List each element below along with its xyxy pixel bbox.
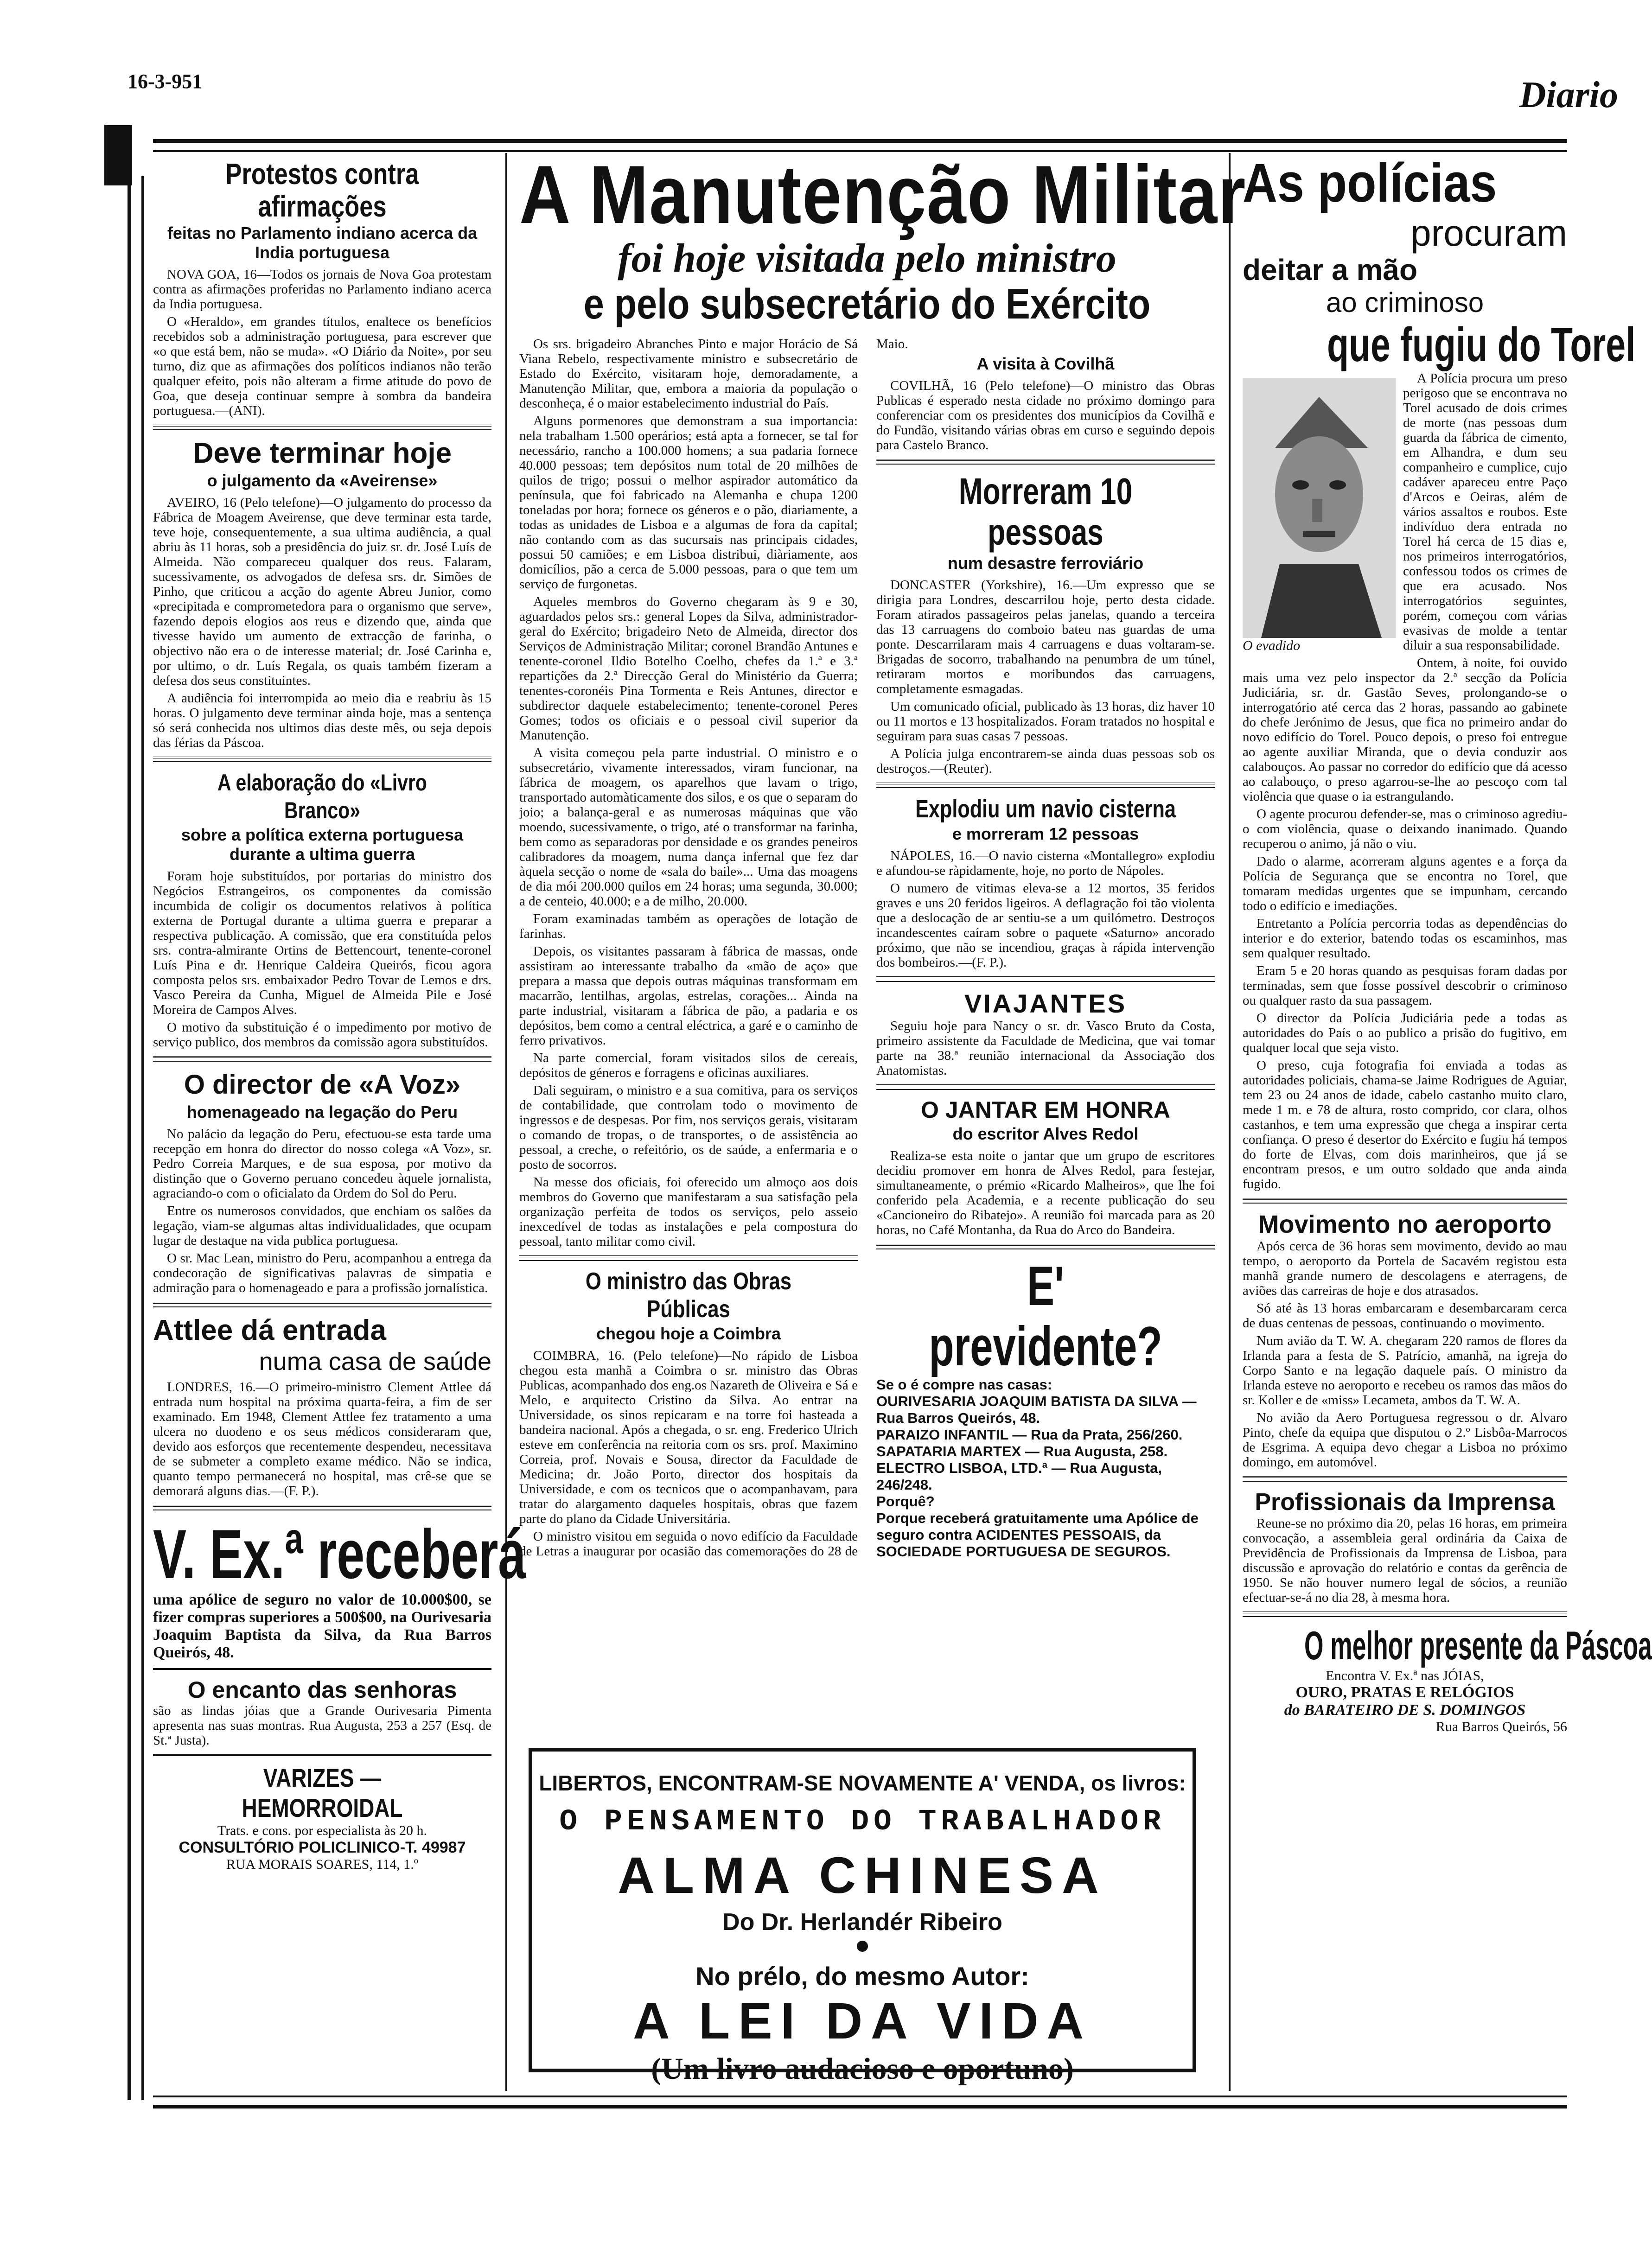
article-text: Ontem, à noite, foi ouvido mais uma vez pelo inspector da 2.ª secção da Polícia Judiciária, sr. dr. Gastão Seves, prolongando-se o interrogatório até cerca das 2 horas, passando ao gabinete do chefe Jerónimo de Jesus, que fica no primeiro andar do novo edifício do Torel. Pouco depois, o preso foi entregue ao agente auxiliar Miranda, que o devia conduzir aos calabouços. Ao passar no corredor do edifício que dá acesso ao calabouço, o preso agarrou-se-lhe ao pescoço com tal violência que quase o ia estrangulando. xyxy=(1243,656,1567,804)
book-advertisement xyxy=(529,1748,1196,2086)
headline: A elaboração do «Livro Branco» xyxy=(217,770,427,823)
divider xyxy=(153,1302,491,1307)
article-text: O sr. Mac Lean, ministro do Peru, acompanhou a entrega da condecoração de significativas palavras de simpatia e admiração para o homenageado e para a profissão jornalística. xyxy=(153,1251,491,1295)
article-text: Entretanto a Polícia percorria todas as dependências do interior e do exterior, batendo todas os escaminhos, mas sem qualquer resultado. xyxy=(1243,916,1567,961)
ad-headline: E' previdente? xyxy=(929,1255,1162,1377)
headline: Attlee dá entrada xyxy=(153,1314,387,1346)
article-text: No palácio da legação do Peru, efectuou-se esta tarde uma recepção em honra do director do nosso colega «A Voz», sr. Pedro Correia Marques, e de sua esposa, por motivo da distinção que o Governo peruano concedeu àquele jornalista, agraciando-o com o oficialato da Ordem do Sol do Peru. xyxy=(153,1127,491,1201)
ad-book-title: ALMA CHINESA xyxy=(618,1847,1107,1904)
subheadline: numa casa de saúde xyxy=(259,1348,491,1376)
divider xyxy=(153,1754,491,1756)
article-text: No avião da Aero Portuguesa regressou o dr. Alvaro Pinto, chefe da equipa que disputou o 2.º Lisbôa-Marrocos de Esgrima. A equipa devo chegar a Lisboa no próximo domingo, em automóvel. xyxy=(1243,1410,1567,1470)
article-text: Na parte comercial, foram visitados silos de cereais, depósitos de géneros e forragens e oficinas auxiliares. xyxy=(519,1051,858,1080)
article-text: DONCASTER (Yorkshire), 16.—Um expresso que se dirigia para Londres, descarrilou hoje, perto desta cidade. Foram atirados passageiros pelas janelas, quando a terceira das 13 carruagens do comboio bateu nas guardas de uma ponte. Descarrilaram mais 4 carruagens e duas voltaram-se. Brigadas de socorro, trabalhando na penumbra de um túnel, retiraram mortos e moribundos das carruagens, completamente esmagadas. xyxy=(876,578,1215,696)
divider xyxy=(1243,1476,1567,1482)
main-subheadline: e pelo subsecretário do Exército xyxy=(583,280,1151,328)
main-headline: A Manutenção Militar xyxy=(519,148,1247,241)
article-text: Entre os numerosos convidados, que enchiam os salões da legação, viam-se algumas altas individualidades, que ocupam lugar de destaque na vida publica portuguesa. xyxy=(153,1204,491,1248)
suspect-photo xyxy=(1243,378,1396,638)
article-text: Seguiu hoje para Nancy o sr. dr. Vasco Bruto da Costa, primeiro assistente da Faculdade de Medicina, que vai tomar parte na 38.ª reunião internacional da Associação dos Anatomistas. xyxy=(876,1019,1215,1078)
divider xyxy=(153,425,491,430)
divider xyxy=(153,1056,491,1062)
subheadline: e morreram 12 pessoas xyxy=(952,824,1139,843)
headline: As polícias xyxy=(1243,153,1497,214)
headline: Protestos contra afirmações xyxy=(225,157,419,223)
headline: O JANTAR EM HONRA xyxy=(921,1097,1170,1123)
article-text: O motivo da substituição é o impedimento por motivo de serviço publico, dos membros da comissão agora substituídos. xyxy=(153,1020,491,1050)
ad-headline: O encanto das senhoras xyxy=(187,1677,457,1703)
article-text: NOVA GOA, 16—Todos os jornais de Nova Goa protestam contra as afirmações proferidas no Parlamento indiano acerca da India portuguesa. xyxy=(153,267,491,312)
ad-text: Porque receberá gratuitamente uma Apólice de seguro contra ACIDENTES PESSOAIS, da SOCIEDADE PORTUGUESA DE SEGUROS. xyxy=(876,1510,1199,1560)
right-column xyxy=(1243,153,1652,2089)
article-text: Foram examinadas também as operações de lotação de farinhas. xyxy=(519,911,858,941)
article-text: AVEIRO, 16 (Pelo telefone)—O julgamento do processo da Fábrica de Moagem Aveirense, que deve terminar esta tarde, teve hoje, consequentemente, a sua ultima audiência, a qual abriu às 11 horas, sob a presidência do juiz sr. dr. José Luís de Almeida. Não compareceu qualquer dos reus. Falaram, sucessivamente, os advogados de defesa srs. dr. Simões de Pinho, que criticou a acção do agente Abreu Junior, como «precipitada e comprometedora para o organismo que serve», fazendo depois elogios aos reus e dizendo que, ainda que tivesse havido um aumento de extracção de farinha, o objectivo não era o de interesse material; dr. José Carinha e, por ultimo, o dr. Luís Regala, os quais também fizeram a defesa dos seus constituintes. xyxy=(153,495,491,688)
headline: O director de «A Voz» xyxy=(184,1070,461,1100)
ad-text: OURIVESARIA JOAQUIM BATISTA DA SILVA — Rua Barros Queirós, 48. xyxy=(876,1393,1197,1426)
headline-part: ao criminoso xyxy=(1326,287,1484,318)
center-column xyxy=(519,148,1247,1729)
ad-text: LIBERTOS, ENCONTRAM-SE NOVAMENTE A' VENDA, os livros: xyxy=(539,1771,1186,1795)
headline: Profissionais da Imprensa xyxy=(1255,1489,1555,1516)
headline: Morreram 10 pessoas xyxy=(958,471,1133,553)
ad-text: ELECTRO LISBOA, LTD.ª — Rua Augusta, 246/248. xyxy=(876,1460,1162,1493)
ad-text: RUA MORAIS SOARES, 114, 1.º xyxy=(226,1857,419,1872)
headline: Explodiu um navio cisterna xyxy=(915,795,1176,823)
ad-text: Trats. e cons. por especialista às 20 h. xyxy=(217,1823,427,1838)
ad-text: do BARATEIRO DE S. DOMINGOS xyxy=(1284,1701,1526,1719)
divider xyxy=(876,1084,1215,1090)
article-text: Um comunicado oficial, publicado às 13 horas, diz haver 10 ou 11 mortos e 13 hospitalizados. Foram tratados no hospital e seguiram para suas casas 7 pessoas. xyxy=(876,699,1215,744)
divider xyxy=(876,783,1215,788)
main-subheadline: foi hoje visitada pelo ministro xyxy=(618,236,1116,281)
article-text: Após cerca de 36 horas sem movimento, devido ao mau tempo, o aeroporto da Portela de Sacavém registou esta manhã grande numero de descolagens e aterragens, de aviões das carreiras de hoje e dos atrasados. xyxy=(1243,1239,1567,1298)
ad-text: Porquê? xyxy=(876,1493,935,1510)
divider xyxy=(153,1668,491,1670)
ad-text: Se o é compre nas casas: xyxy=(876,1376,1052,1393)
article-text: COVILHÃ, 16 (Pelo telefone)—O ministro das Obras Publicas é esperado nesta cidade no próximo domingo para conferenciar com os presidentes dos municípios da Covilhã e do Fundão, visitando várias obras em curso e seguindo depois para Castelo Branco. xyxy=(876,378,1215,452)
article-text: Dali seguiram, o ministro e a sua comitiva, para os serviços de contabilidade, que controlam todo o movimento de ingressos e de despesas. Por fim, nos serviços gerais, visitaram o comando de tropas, o de transportes, o de assistência ao pessoal, a creche, o refeitório, os de saúde, a enfermaria e o posto de socorros. xyxy=(519,1083,858,1172)
left-column xyxy=(153,153,526,2089)
left-margin-rule xyxy=(128,176,144,2100)
article-text: Os srs. brigadeiro Abranches Pinto e major Horácio de Sá Viana Rebelo, respectivamente ministro e subsecretário de Estado do Exército, visitaram hoje, demoradamente, a Manutenção Militar, que, embora a maioria da população o desconheça, é o maior estabelecimento industrial do País. xyxy=(519,337,858,411)
article-text: Foram hoje substituídos, por portarias do ministro dos Negócios Estrangeiros, os componentes da comissão incumbida de coligir os documentos relativos à política externa de Portugal durante a ultima guerra e preparar a respectiva publicação. A comissão, que era constituída pelos srs. contra-almirante Ortins de Bettencourt, tenente-coronel Luís Pina e dr. Henrique Caldeira Queirós, ficou agora composta pelos srs. embaixador Pedro Tovar de Lemos e drs. Vasco Pereira da Cunha, Miguel de Almeida Pile e José Moreira de Campos Alves. xyxy=(153,869,491,1017)
ad-text: Rua Barros Queirós, 56 xyxy=(1435,1719,1567,1734)
photo-caption: O evadido xyxy=(1243,638,1301,653)
article-text: Só até às 13 horas embarcaram e desembarcaram cerca de duas centenas de pessoas, continuando o movimento. xyxy=(1243,1301,1567,1331)
article-text: LONDRES, 16.—O primeiro-ministro Clement Attlee dá entrada num hospital na próxima quarta-feira, a fim de ser examinado. Em 1948, Clement Attlee fez tratamento a uma ulcera no duodeno e os seus médicos consideraram que, devido aos esforços que recentemente despendeu, necessitava de se submeter a completo exame médico. Não se indica, quanto tempo permanecerá no hospital, mas crê-se que se demorará alguns dias.—(F. P.). xyxy=(153,1380,491,1498)
subheadline: A visita à Covilhã xyxy=(976,354,1115,373)
article-text: Depois, os visitantes passaram à fábrica de massas, onde assistiram ao interessante trabalho da «mão de aço» que prepara a massa que depois outras máquinas transformam em macarrão, lentilhas, argolas, estrelas, corações... Ainda na parte industrial, visitaram a fábrica de pão, a padaria e os depósitos, bem como a central eléctrica, a garé e o caminho de ferro privativos. xyxy=(519,944,858,1048)
headline: VIAJANTES xyxy=(964,989,1127,1018)
article-text: A visita começou pela parte industrial. O ministro e o subsecretário, vivamente interessados, viram funcionar, na fábrica de moagem, os aparelhos que lavam o trigo, transportado automàticamente dos silos, e os que o separam do joio; a balança-geral e as numerosas máquinas que vão moendo, sucessivamente, o trigo, até o transformar na farinha, bem como as separadoras por densidade e os grandes peneiros calibradores da moagem, numa dança infernal que fez dar àquela secção o nome de «sala do baile»... Uma das moagens de dia mói 200.000 quilos em 24 horas; uma segunda, 30.000; a de centeio, 40.000; e a de milho, 20.000. xyxy=(519,745,858,909)
divider xyxy=(876,459,1215,465)
divider xyxy=(1243,1198,1567,1204)
photo-block xyxy=(1243,378,1396,654)
article-text: Reune-se no próximo dia 20, pelas 16 horas, em primeira convocação, a assembleia geral ordinária da Caixa de Previdência de Profissionais da Imprensa de Lisboa, para discussão e aprovação do relatório e contas da gerência de 1950. Se não houver numero legal de sócios, a reunião efectuar-se-á no dia 28, à mesma hora. xyxy=(1243,1516,1567,1605)
ad-text-block xyxy=(876,1376,1215,1560)
ad-text: são as lindas jóias que a Grande Ourivesaria Pimenta apresenta nas suas montras. Rua Augusta, 253 a 257 (Esq. de St.ª Justa). xyxy=(153,1703,491,1748)
column-separator xyxy=(1229,153,1231,2091)
article-text: O «Heraldo», em grandes títulos, enaltece os benefícios recebidos sob a administração portuguesa, para escrever que «o que está bem, não se muda». «O Diário da Noite», por seu turno, diz que as afirmações dos políticos indianos não terão qualquer efeito, pois não alteram a firme atitude do povo de Goa, que deseja continuar sempre à sombra da bandeira portuguesa.—(ANI). xyxy=(153,314,491,418)
divider xyxy=(519,1255,858,1261)
article-text: A Polícia julga encontrarem-se ainda duas pessoas sob os destroços.—(Reuter). xyxy=(876,746,1215,776)
ad-text: CONSULTÓRIO POLICLINICO-T. 49987 xyxy=(179,1839,466,1856)
ad-headline: V. Ex.ª receberá xyxy=(153,1515,526,1593)
ad-headline: O melhor presente da Páscoa xyxy=(1304,1624,1652,1668)
divider xyxy=(153,757,491,762)
article-text: Eram 5 e 20 horas quando as pesquisas foram dadas por terminadas, sem que fosse possível descobrir o criminoso ou qualquer rasto da sua passagem. xyxy=(1243,963,1567,1008)
newspaper-logo: Diario xyxy=(1519,75,1618,115)
headline-part: deitar a mão xyxy=(1243,253,1418,287)
article-text: NÁPOLES, 16.—O navio cisterna «Montallegro» explodiu e afundou-se ràpidamente, hoje, no porto de Nápoles. xyxy=(876,848,1215,878)
subheadline: do escritor Alves Redol xyxy=(952,1124,1139,1143)
article-text: O agente procurou defender-se, mas o criminoso agrediu-o com violência, quase o deixando inanimado. Quando recuperou o animo, já não o viu. xyxy=(1243,807,1567,851)
bottom-rule xyxy=(153,2096,1567,2108)
article-text: Realiza-se esta noite o jantar que um grupo de escritores decidiu promover em honra de Alves Redol, para festejar, simultaneamente, o prémio «Ricardo Malheiros», que lhe foi conferido pela Academia, e a recente publicação do seu «Cancioneiro do Ribatejo». A reunião foi marcada para as 20 horas, no Café Montanha, da Rua do Arco do Bandeira. xyxy=(876,1148,1215,1237)
headline-part: que fugiu do Torel xyxy=(1327,318,1636,372)
article-text: Dado o alarme, acorreram alguns agentes e a força da Polícia de Segurança que se encontra no Torel, que tomaram medidas urgentes que se impunham, cercando todo o edifício e imediações. xyxy=(1243,854,1567,913)
ad-text: uma apólice de seguro no valor de 10.000$00, se fizer compras superiores a 500$00, na Ourivesaria Joaquim Baptista da Silva, da Rua Barros Queirós, 48. xyxy=(153,1591,491,1661)
bullet-icon xyxy=(857,1941,868,1952)
article-text: O ministro visitou em seguida o novo edifício da Faculdade de Letras a inaugurar por ocasião das comemorações do 28 de Maio. xyxy=(519,337,908,1559)
ad-text: Encontra V. Ex.ª nas JÓIAS, xyxy=(1326,1668,1484,1683)
main-article xyxy=(519,337,1215,1560)
ad-text: PARAIZO INFANTIL — Rua da Prata, 256/260. xyxy=(876,1427,1183,1443)
subheadline: homenageado na legação do Peru xyxy=(186,1102,458,1121)
ad-text: No prélo, do mesmo Autor: xyxy=(695,1962,1029,1991)
article-text: COIMBRA, 16. (Pelo telefone)—No rápido de Lisboa chegou esta manhã a Coimbra o sr. ministro das Obras Publicas, acompanhado dos eng.os Nazareth de Oliveira e Sá e Melo, e arquitecto Cristino da Silva. Ao entrar na Universidade, os sinos repicaram e na torre foi hasteada a bandeira nacional. Após a chegada, o sr. eng. Frederico Ulrich esteve em conferência na reitoria com os srs. prof. Maximino Correia, prof. Novais e Sousa, director da Faculdade de Medicina; dr. João Porto, director dos hospitais da Universidade, e com os tecnicos que o acompanhavam, para tratar do alargamento daqueles hospitais, obras que fazem parte do plano da Cidade Universitária. xyxy=(519,1348,858,1526)
headline: Deve terminar hoje xyxy=(192,437,452,469)
ad-book-title: A LEI DA VIDA xyxy=(633,1993,1092,2050)
headline: O ministro das Obras Públicas xyxy=(585,1268,792,1323)
article-text: Aqueles membros do Governo chegaram às 9 e 30, aguardados pelos srs.: general Lopes da Silva, administrador-geral do Exército; brigadeiro Neto de Almeida, director dos Serviços de Administração Militar; coronel Brandão Antunes e tenente-coronel Ildio Botelho Coelho, chefes da 1.ª e 3.ª repartições da 2.ª Direcção Geral do Ministério da Guerra; tenentes-coronéis Pina Tormenta e Reis Antunes, director e subdirector daquele estabelecimento; tenente-coronel Peres Gomes; todos os oficiais e o pessoal civil superior da Manutenção. xyxy=(519,594,858,743)
ad-text: (Um livro audacioso e oportuno) xyxy=(651,2052,1074,2086)
subheadline: o julgamento da «Aveirense» xyxy=(207,471,438,490)
ad-headline: VARIZES — HEMORROIDAL xyxy=(242,1763,403,1822)
article-text: A Polícia procura um preso perigoso que se encontrava no Torel acusado de dois crimes de morte (nas pessoas dum guarda da fábrica de cimento, em Alhandra, e dum seu companheiro e cumplice, cujo cadáver apareceu entre Paço d'Arcos e Oeiras, além de vários assaltos e roubos. Este indivíduo dera entrada no Torel há cerca de 15 dias e, nos primeiros interrogatórios, confessou todos os crimes de que era acusado. Nos interrogatórios seguintes, porém, começou com várias evasivas de molde a tentar diluir a sua responsabilidade. xyxy=(1403,371,1567,653)
page-date: 16-3-951 xyxy=(128,70,203,93)
article-text: Na messe dos oficiais, foi oferecido um almoço aos dois membros do Governo que manifestaram a sua satisfação pela organização perfeita de todos os serviços, pelo asseio inexcedível de todas as instalações e pela compostura do pessoal, tanto militar como civil. xyxy=(519,1175,858,1249)
subheadline: num desastre ferroviário xyxy=(947,554,1144,573)
subheadline: feitas no Parlamento indiano acerca da India portuguesa xyxy=(167,223,478,262)
subheadline: sobre a política externa portuguesa durante a ultima guerra xyxy=(181,825,464,864)
headline-part: procuram xyxy=(1410,212,1567,254)
article-text: O preso, cuja fotografia foi enviada a todas as autoridades policiais, chama-se Jaime Rodrigues de Aguiar, tem 23 ou 24 anos de idade, cabelo castanho muito claro, mede 1 m. e 78 de altura, rosto comprido, cor clara, olhos castanhos, e tem uma expressão que chega a inspirar certa confiança. O preso é desertor do Exército e fugiu há tempos do forte de Elvas, com dois marinheiros, que já se encontram presos, e um outro soldado que anda ainda fugido. xyxy=(1243,1058,1567,1191)
subheadline: chegou hoje a Coimbra xyxy=(596,1324,781,1343)
article-text: Num avião da T. W. A. chegaram 220 ramos de flores da Irlanda para a festa de S. Patrício, amanhã, na igreja do Corpo Santo e na legação daquele país. O ministro da Irlanda esteve no aeroporto e recebeu os ramos das mãos do sr. Koller e de «miss» Lecameta, ambos da T. W. A. xyxy=(1243,1333,1567,1408)
ad-text: SAPATARIA MARTEX — Rua Augusta, 258. xyxy=(876,1443,1168,1459)
article-text: Alguns pormenores que demonstram a sua importancia: nela trabalham 1.500 operários; está apta a fornecer, se tal for necessário, rancho a 100.000 homens; a sua padaria fornece 40.000 pessoas; tem depósitos num total de 20 milhões de quilos de trigo; possui o melhor aspirador automático da península, que foi fabricado na Alemanha e chupa 1200 toneladas por hora; fornece os géneros e o pão, diariamente, a todas as unidades de Lisboa e a algumas de fora da capital; não contando com as das sucursais nas principais cidades, possui 50 camiões; e em Lisboa distribui, diàriamente, aos domicílios, pão a cerca de 5.000 pessoas, para o que tem um serviço de furgonetas. xyxy=(519,414,858,592)
article-text: O numero de vitimas eleva-se a 12 mortos, 35 feridos graves e uns 20 feridos ligeiros. A deflagração foi tão violenta que a deslocação de ar sentiu-se a um quilómetro. Destroços incandescentes caíram sobre o paquete «Saturno» ancorado próximo, que não se incendiou, graças à rápida intervenção dos bombeiros.—(F. P.). xyxy=(876,881,1215,970)
article-text: O director da Polícia Judiciária pede a todas as autoridades do País o ao publico a prisão do fugitivo, em qualquer local que seja visto. xyxy=(1243,1011,1567,1055)
divider xyxy=(153,1505,491,1510)
divider xyxy=(876,976,1215,982)
ad-book-title: O PENSAMENTO DO TRABALHADOR xyxy=(559,1805,1166,1839)
ad-text: OURO, PRATAS E RELÓGIOS xyxy=(1295,1684,1514,1701)
ad-author: Do Dr. Herlandér Ribeiro xyxy=(722,1909,1002,1936)
article-text: A audiência foi interrompida ao meio dia e reabriu às 15 horas. O julgamento deve terminar ainda hoje, mas a sentença só será conhecida nos ultimos dias deste mês, ou seja depois das férias da Páscoa. xyxy=(153,691,491,750)
headline: Movimento no aeroporto xyxy=(1258,1210,1552,1238)
divider xyxy=(876,1244,1215,1249)
divider xyxy=(1243,1612,1567,1617)
column-separator xyxy=(505,153,507,2091)
